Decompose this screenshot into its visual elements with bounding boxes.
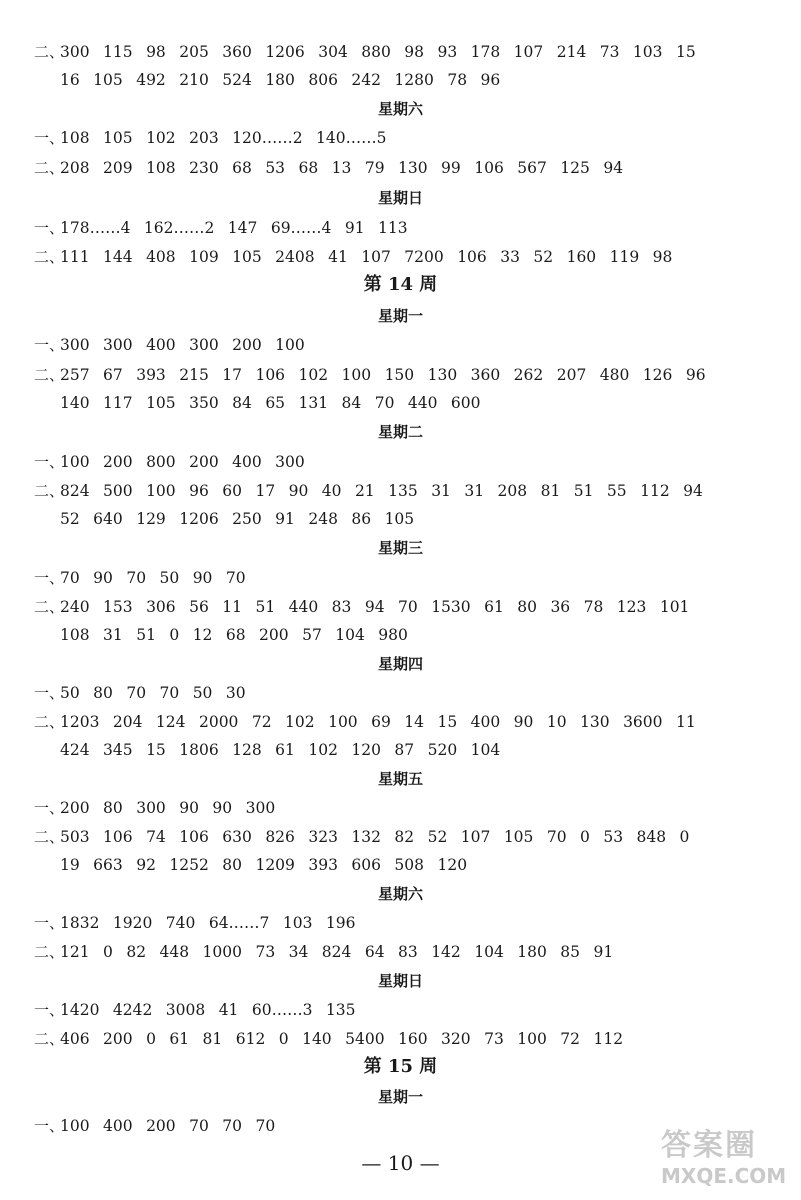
watermark-site-url: MXQE.COM: [661, 1164, 787, 1188]
answer-line: [34, 214, 774, 242]
day-heading: 星期日: [377, 972, 423, 990]
answer-line: [60, 851, 800, 879]
answer-line: [34, 794, 774, 822]
answer-line: [34, 679, 774, 707]
answer-line: [34, 593, 774, 621]
day-heading: 星期五: [377, 770, 423, 788]
answer-values: 300 300 400 300 200 100: [60, 336, 305, 354]
answer-values: 50 80 70 70 50 30: [60, 684, 246, 702]
answer-values: 108 105 102 203 120……2 140……5: [60, 129, 387, 147]
answer-line: [60, 736, 800, 764]
answer-line: [34, 154, 774, 182]
answer-values: 208 209 108 230 68 53 68 13 79 130 99 106 567 125 94: [60, 159, 624, 177]
answer-values: 52 640 129 1206 250 91 248 86 105: [60, 510, 415, 528]
question-number: 二、: [34, 366, 65, 384]
question-number: 二、: [34, 713, 65, 731]
question-number: 二、: [34, 828, 65, 846]
answer-values: 1203 204 124 2000 72 102 100 69 14 15 400 90 10 130 3600 11: [60, 713, 696, 731]
answer-line: [60, 505, 800, 533]
answer-line: [60, 621, 800, 649]
answer-line: [60, 389, 800, 417]
answer-values: 300 115 98 205 360 1206 304 880 98 93 178 107 214 73 103 15: [60, 43, 696, 61]
answer-line: [34, 708, 774, 736]
answer-values: 424 345 15 1806 128 61 102 120 87 520 104: [60, 741, 501, 759]
answer-values: 19 663 92 1252 80 1209 393 606 508 120: [60, 856, 468, 874]
question-number: 一、: [34, 684, 65, 702]
answer-values: 100 200 800 200 400 300: [60, 453, 305, 471]
answer-line: [34, 564, 774, 592]
watermark-logo: [661, 1128, 791, 1194]
answer-line: [34, 361, 774, 389]
answer-line: [34, 331, 774, 359]
answer-line: [34, 124, 774, 152]
answer-values: 406 200 0 61 81 612 0 140 5400 160 320 73 100 72 112: [60, 1030, 624, 1048]
answer-values: 200 80 300 90 90 300: [60, 799, 276, 817]
day-heading: 星期一: [377, 1088, 423, 1106]
day-heading: 星期日: [377, 189, 423, 207]
answer-values: 108 31 51 0 12 68 200 57 104 980: [60, 626, 408, 644]
answer-values: 240 153 306 56 11 51 440 83 94 70 1530 61 80 36 78 123 101: [60, 598, 690, 616]
question-number: 一、: [34, 453, 65, 471]
question-number: 二、: [34, 1030, 65, 1048]
question-number: 一、: [34, 799, 65, 817]
answer-values: 257 67 393 215 17 106 102 100 150 130 360 262 207 480 126 96: [60, 366, 706, 384]
answer-values: 824 500 100 96 60 17 90 40 21 135 31 31 208 81 51 55 112 94: [60, 482, 703, 500]
day-heading: 星期六: [377, 885, 423, 903]
answer-line: [34, 38, 774, 66]
question-number: 一、: [34, 1117, 65, 1135]
day-heading: 星期六: [377, 100, 423, 118]
answer-line: [34, 938, 774, 966]
answer-values: 1832 1920 740 64……7 103 196: [60, 914, 356, 932]
answer-line: [34, 823, 774, 851]
question-number: 二、: [34, 943, 65, 961]
week-heading: 第 15 周: [363, 1056, 438, 1077]
question-number: 二、: [34, 43, 65, 61]
question-number: 二、: [34, 248, 65, 266]
answer-line: [34, 996, 774, 1024]
answer-line: [34, 909, 774, 937]
answer-line: [34, 477, 774, 505]
day-heading: 星期四: [377, 655, 423, 673]
answer-values: 111 144 408 109 105 2408 41 107 7200 106 33 52 160 119 98: [60, 248, 673, 266]
day-heading: 星期一: [377, 307, 423, 325]
question-number: 二、: [34, 598, 65, 616]
question-number: 一、: [34, 1001, 65, 1019]
week-heading: 第 14 周: [363, 274, 438, 295]
answer-line: [60, 66, 800, 94]
page-number: — 10 —: [361, 1151, 440, 1175]
question-number: 一、: [34, 219, 65, 237]
answer-values: 1420 4242 3008 41 60……3 135: [60, 1001, 356, 1019]
answer-values: 70 90 70 50 90 70: [60, 569, 246, 587]
answer-values: 140 117 105 350 84 65 131 84 70 440 600: [60, 394, 481, 412]
answer-values: 16 105 492 210 524 180 806 242 1280 78 96: [60, 71, 501, 89]
answer-values: 503 106 74 106 630 826 323 132 82 52 107 105 70 0 53 848 0: [60, 828, 690, 846]
answer-line: [34, 1025, 774, 1053]
answer-values: 100 400 200 70 70 70: [60, 1117, 276, 1135]
day-heading: 星期二: [377, 423, 423, 441]
question-number: 一、: [34, 569, 65, 587]
question-number: 一、: [34, 914, 65, 932]
day-heading: 星期三: [377, 539, 423, 557]
question-number: 二、: [34, 482, 65, 500]
question-number: 一、: [34, 336, 65, 354]
question-number: 一、: [34, 129, 65, 147]
answer-line: [34, 448, 774, 476]
watermark-logo-text: 答案圈: [661, 1128, 757, 1163]
answer-line: [34, 243, 774, 271]
question-number: 二、: [34, 159, 65, 177]
answer-values: 178……4 162……2 147 69……4 91 113: [60, 219, 408, 237]
answer-values: 121 0 82 448 1000 73 34 824 64 83 142 104 180 85 91: [60, 943, 614, 961]
